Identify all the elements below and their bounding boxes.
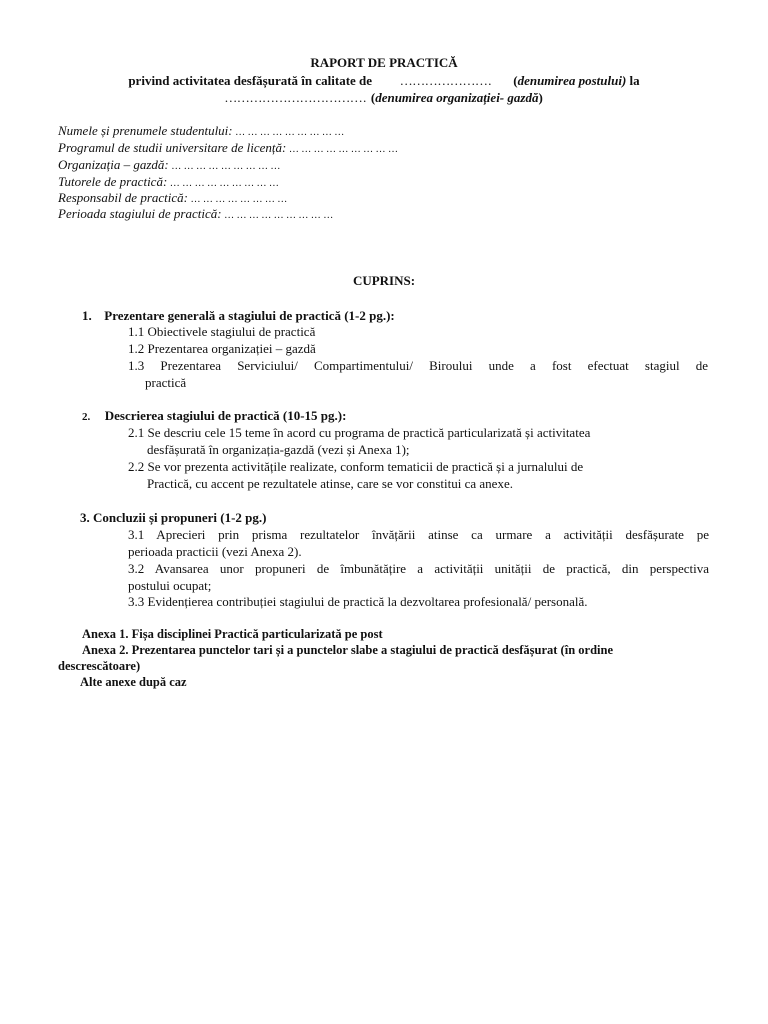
section-3-title: 3. Concluzii și propuneri (1-2 pg.): [80, 510, 267, 525]
section-1-item-3: 1.3 Prezentarea Serviciului/ Compartimentului/ Biroului unde a fost efectuat stagiul de: [128, 358, 708, 373]
annex-2-cont: descrescătoare): [58, 659, 141, 673]
organization-placeholder: …………………………….: [225, 90, 368, 105]
section-3-item-3: 3.3 Evidențierea contribuției stagiului de practică la dezvoltarea profesională/ personală.: [128, 594, 588, 609]
organization-hint: denumirea organizației- gazdă: [375, 90, 539, 105]
position-placeholder: ………………….: [400, 73, 493, 88]
section-3-item-2-cont: postului ocupat;: [128, 578, 212, 593]
title-line-2-text: privind activitatea desfășurată în calitate de: [128, 73, 373, 88]
title-line-3: ……………………………. (denumirea organizației- gazdă): [225, 90, 543, 105]
section-1-item-2: 1.2 Prezentarea organizației – gazdă: [128, 341, 316, 356]
field-study-program: Programul de studii universitare de licență: … … … … … … … … …: [58, 140, 399, 155]
position-hint: denumirea postului): [517, 73, 627, 88]
section-3-item-1: 3.1 Aprecieri prin prisma rezultatelor învățării atinse ca urmare a activității desfășurate pe: [128, 527, 709, 542]
title-line-2: privind activitatea desfășurată în calitate de …………………. (denumirea postului) la: [128, 73, 640, 88]
section-1-title: 1. Prezentare generală a stagiului de practică (1-2 pg.):: [82, 308, 395, 323]
section-2-title: 2. Descrierea stagiului de practică (10-15 pg.):: [82, 408, 347, 423]
section-1-item-1: 1.1 Obiectivele stagiului de practică: [128, 324, 316, 339]
section-2-item-2-cont: Practică, cu accent pe rezultatele atinse, care se vor constitui ca anexe.: [147, 476, 513, 491]
section-3-item-2: 3.2 Avansarea unor propuneri de îmbunătățire a activității unității de practică, din perspectiva: [128, 561, 709, 576]
section-2-item-1-cont: desfășurată în organizația-gazdă (vezi și Anexa 1);: [147, 442, 410, 457]
section-3-item-1-cont: perioada practicii (vezi Anexa 2).: [128, 544, 302, 559]
field-practice-period: Perioada stagiului de practică: … … … … … … … … …: [58, 206, 334, 221]
field-student-name: Numele și prenumele studentului: … … … … … … … … …: [58, 123, 345, 138]
field-practice-tutor: Tutorele de practică: … … … … … … … … …: [58, 174, 280, 189]
field-host-organization: Organizația – gazdă: … … … … … … … … …: [58, 157, 281, 172]
contents-heading: CUPRINS:: [352, 273, 416, 288]
section-1-item-3-cont: practică: [145, 375, 187, 390]
annex-2: Anexa 2. Prezentarea punctelor tari și a punctelor slabe a stagiului de practică desfășurat (în ordine: [82, 643, 613, 657]
other-annexes: Alte anexe după caz: [80, 675, 187, 689]
field-practice-responsible: Responsabil de practică: … … … … … … … …: [58, 190, 288, 205]
section-2-item-2: 2.2 Se vor prezenta activitățile realizate, conform tematicii de practică și a jurnalului de: [128, 459, 584, 474]
report-title: RAPORT DE PRACTICĂ: [310, 55, 458, 70]
annex-1: Anexa 1. Fișa disciplinei Practică particularizată pe post: [82, 627, 383, 641]
section-2-item-1: 2.1 Se descriu cele 15 teme în acord cu programa de practică particularizată și activitatea: [128, 425, 591, 440]
